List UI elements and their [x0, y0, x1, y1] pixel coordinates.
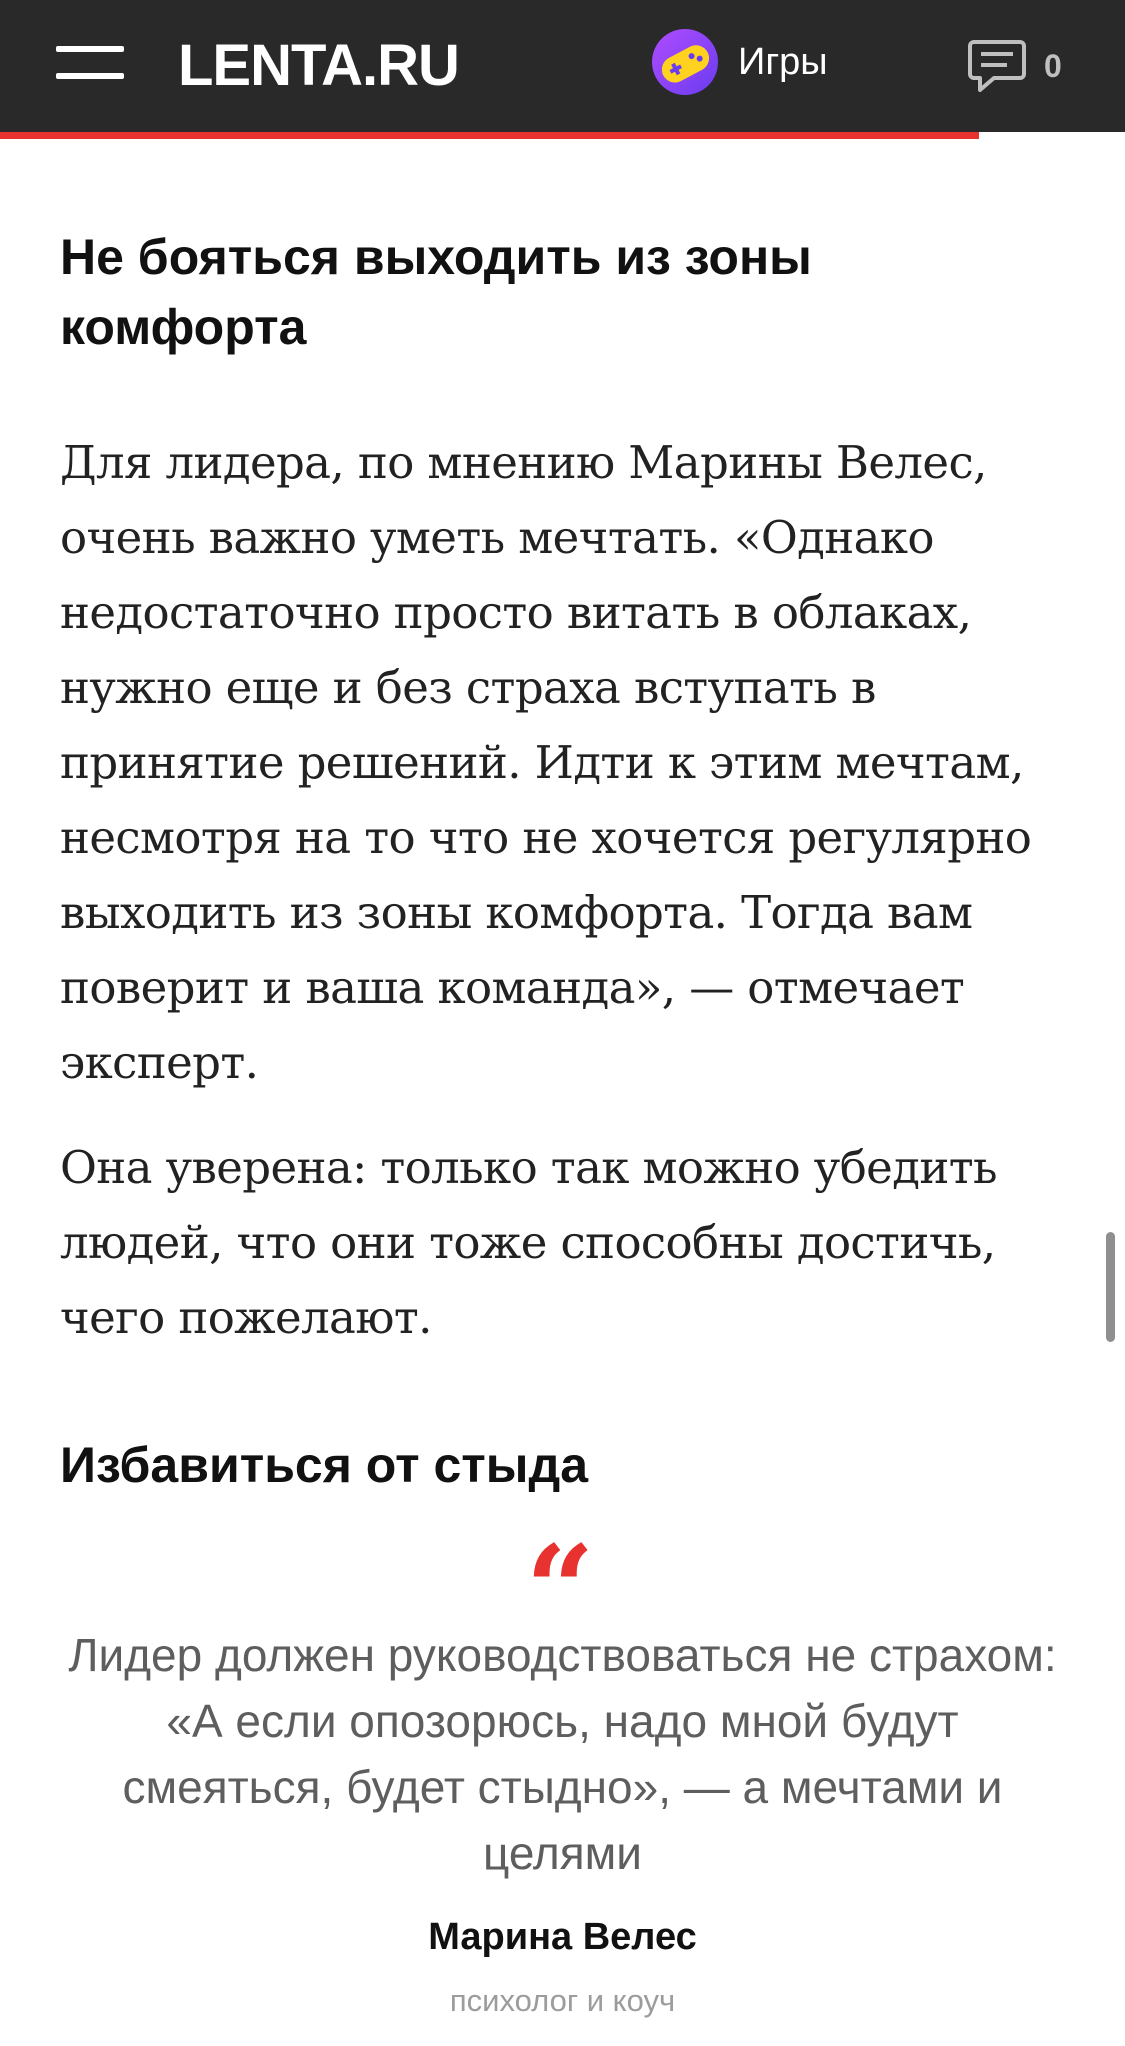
article-paragraph: Она уверена: только так можно убедить людей, что они тоже способны достичь, чего пожелают. — [60, 1141, 997, 1344]
comments-count: 0 — [1044, 47, 1062, 84]
section-heading-comfort-zone: Не бояться выходить из зоны комфорта — [60, 229, 812, 355]
article-paragraph: Для лидера, по мнению Марины Велес, очень важно уметь мечтать. «Однако недостаточно просто витать в облаках, нужно еще и без страха вступать в принятие решений. Идти к этим мечтам, несмотря на то что не хочется регулярно выходить из зоны комфорта. Тогда вам поверит и ваша команда», — отмечает эксперт. — [60, 436, 1032, 1089]
games-link[interactable] — [650, 26, 828, 98]
top-navigation-bar — [0, 0, 1125, 132]
quote-author-role: психолог и коуч — [449, 1983, 676, 2018]
gamepad-icon — [650, 27, 720, 97]
quote-author-name: Марина Велес — [428, 1916, 697, 1958]
section-heading-shame: Избавиться от стыда — [60, 1437, 589, 1493]
page-scrollbar[interactable] — [1106, 1232, 1115, 1342]
comment-icon — [968, 38, 1026, 94]
reading-progress-bar — [0, 132, 979, 139]
menu-icon[interactable] — [56, 46, 124, 82]
pull-quote-text: Лидер должен руководствоваться не страхом: «А если опозорюсь, надо мной будут смеяться, будет стыдно», — а мечтами и целями — [68, 1629, 1057, 1879]
quote-mark-icon: “ — [525, 1519, 595, 1660]
comments-button[interactable] — [968, 38, 1062, 94]
site-logo[interactable]: LENTA.RU — [178, 33, 459, 98]
games-label: Игры — [738, 40, 828, 83]
